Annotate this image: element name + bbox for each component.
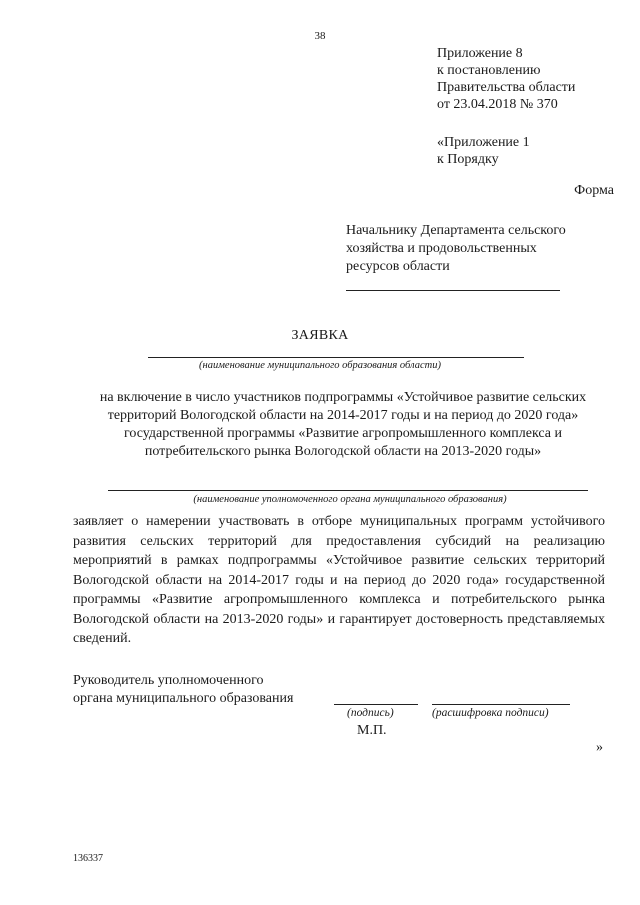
addressee-name-line — [346, 290, 560, 291]
authorized-body-caption: (наименование уполномоченного органа муниципального образования) — [193, 494, 507, 505]
decoding-line — [432, 704, 570, 705]
addressee-block — [346, 222, 566, 276]
statement-text: заявляет о намерении участвовать в отборе муниципальных программ устойчивого развития сельских территорий для предоставления субсидий на реализацию мероприятий в рамках подпрограммы «Устойчивое развитие сельских территорий Вологодской области на 2014-2017 годы и на период до 2020 года» государственной программы «Развитие агропромышленного комплекса и потребительского рынка Вологодской области на 2013-2020 годы» и гарантирует достоверность представляемых сведений. — [73, 514, 605, 646]
appendix-line: Правительства области — [437, 80, 576, 95]
addressee-line: Начальнику Департамента сельского — [346, 223, 566, 238]
appendix-original-header — [437, 134, 530, 168]
appendix-line: Приложение 8 — [437, 46, 523, 61]
page-number: 38 — [314, 30, 326, 42]
head-label-line: Руководитель уполномоченного — [73, 673, 264, 688]
appendix-line: к постановлению — [437, 63, 541, 78]
appendix-original-line: «Приложение 1 — [437, 135, 530, 150]
authorized-body-line — [108, 490, 588, 491]
head-label — [73, 672, 293, 708]
signature-line — [334, 704, 418, 705]
stamp-label: М.П. — [357, 723, 387, 738]
inclusion-text: на включение в число участников подпрограммы «Устойчивое развитие сельских территорий Вологодской области на 2014-2017 годы и на период до 2020 года» государственной программы «Развитие агропромышленного комплекса и потребительского рынка Вологодской области на 2013-2020 годы» — [99, 390, 587, 459]
appendix-header — [437, 45, 575, 113]
signature-caption: (подпись) — [347, 707, 394, 719]
appendix-original-line: к Порядку — [437, 152, 499, 167]
form-label: Форма — [574, 183, 614, 198]
appendix-line: от 23.04.2018 № 370 — [437, 97, 558, 112]
municipality-name-line — [148, 357, 524, 358]
closing-quote: » — [596, 740, 603, 755]
document-number: 136337 — [73, 853, 103, 864]
head-label-line: органа муниципального образования — [73, 691, 294, 706]
municipality-caption: (наименование муниципального образования области) — [199, 360, 441, 371]
addressee-line: хозяйства и продовольственных — [346, 241, 537, 256]
addressee-line: ресурсов области — [346, 259, 450, 274]
decoding-caption: (расшифровка подписи) — [432, 707, 549, 719]
document-title: ЗАЯВКА — [291, 328, 349, 343]
